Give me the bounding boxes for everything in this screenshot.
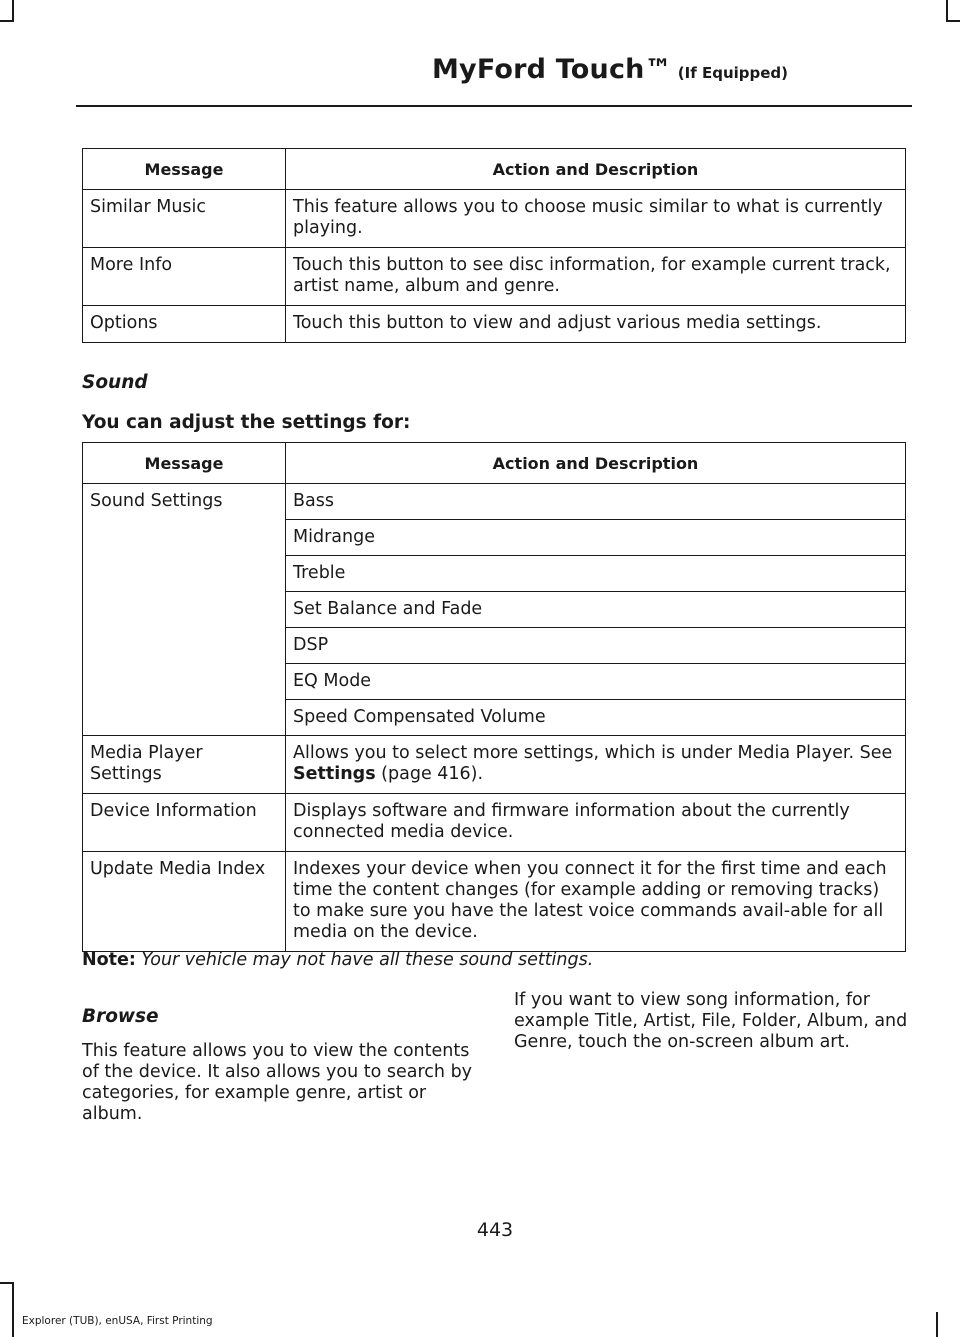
crop-mark bbox=[0, 20, 14, 22]
table-row bbox=[83, 248, 906, 306]
action-cell: Touch this button to see disc information, for example current track, artist name, album and genre. bbox=[286, 248, 906, 306]
browse-paragraph-1: This feature allows you to view the contents of the device. It also allows you to search by categories, for example genre, artist or album. bbox=[82, 1041, 473, 1124]
note-label: Note: bbox=[82, 950, 136, 970]
crop-mark bbox=[946, 0, 948, 22]
table-header-row bbox=[83, 149, 906, 190]
action-cell bbox=[286, 736, 906, 794]
message-cell: Options bbox=[83, 306, 286, 343]
header-rule bbox=[76, 105, 912, 107]
browse-paragraph-2: If you want to view song information, for example Title, Artist, File, Folder, Album, and Genre, touch the on-screen album art. bbox=[514, 990, 908, 1052]
column-header-message: Message bbox=[83, 443, 286, 484]
note bbox=[82, 950, 593, 970]
message-cell: Similar Music bbox=[83, 190, 286, 248]
action-text: Allows you to select more settings, which is under Media Player. See bbox=[293, 743, 893, 763]
header-title: MyFord Touch™ bbox=[431, 54, 672, 85]
page-reference: (page 416). bbox=[375, 764, 484, 784]
crop-mark bbox=[946, 20, 960, 22]
table-row bbox=[83, 852, 906, 952]
sound-settings-table bbox=[82, 442, 906, 952]
column-header-action: Action and Description bbox=[286, 149, 906, 190]
crop-mark bbox=[12, 0, 14, 22]
table-row bbox=[83, 484, 906, 520]
page-number: 443 bbox=[476, 1219, 514, 1241]
message-cell: Media Player Settings bbox=[83, 736, 286, 794]
action-cell: Midrange bbox=[286, 520, 906, 556]
action-cell: Displays software and firmware information about the currently connected media device. bbox=[286, 794, 906, 852]
action-cell: DSP bbox=[286, 628, 906, 664]
table-row bbox=[83, 736, 906, 794]
crop-mark bbox=[12, 1282, 14, 1337]
message-cell: Sound Settings bbox=[83, 484, 286, 736]
action-cell: This feature allows you to choose music similar to what is currently playing. bbox=[286, 190, 906, 248]
action-cell: Indexes your device when you connect it for the first time and each time the content changes (for example adding or removing tracks) to make sure you have the latest voice commands avail-able for all media on the device. bbox=[286, 852, 906, 952]
table-row bbox=[83, 190, 906, 248]
sound-intro: You can adjust the settings for: bbox=[82, 412, 411, 433]
settings-reference-link[interactable]: Settings bbox=[293, 764, 376, 784]
action-cell: Speed Compensated Volume bbox=[286, 700, 906, 736]
media-options-table bbox=[82, 148, 906, 343]
action-cell: Set Balance and Fade bbox=[286, 592, 906, 628]
action-cell: Bass bbox=[286, 484, 906, 520]
crop-mark bbox=[0, 1282, 14, 1284]
message-cell: More Info bbox=[83, 248, 286, 306]
section-heading-sound: Sound bbox=[82, 372, 148, 393]
section-heading-browse: Browse bbox=[82, 1006, 159, 1027]
page-header bbox=[130, 54, 960, 85]
action-cell: EQ Mode bbox=[286, 664, 906, 700]
footer: Explorer (TUB), enUSA, First Printing bbox=[22, 1315, 213, 1327]
table-row bbox=[83, 306, 906, 343]
table-row bbox=[83, 794, 906, 852]
header-subtitle: (If Equipped) bbox=[677, 64, 789, 82]
table-header-row bbox=[83, 443, 906, 484]
message-cell: Device Information bbox=[83, 794, 286, 852]
note-text: Your vehicle may not have all these sound settings. bbox=[135, 950, 594, 970]
column-header-message: Message bbox=[83, 149, 286, 190]
column-header-action: Action and Description bbox=[286, 443, 906, 484]
message-cell: Update Media Index bbox=[83, 852, 286, 952]
action-cell: Treble bbox=[286, 556, 906, 592]
crop-mark bbox=[936, 1312, 938, 1337]
action-cell: Touch this button to view and adjust various media settings. bbox=[286, 306, 906, 343]
